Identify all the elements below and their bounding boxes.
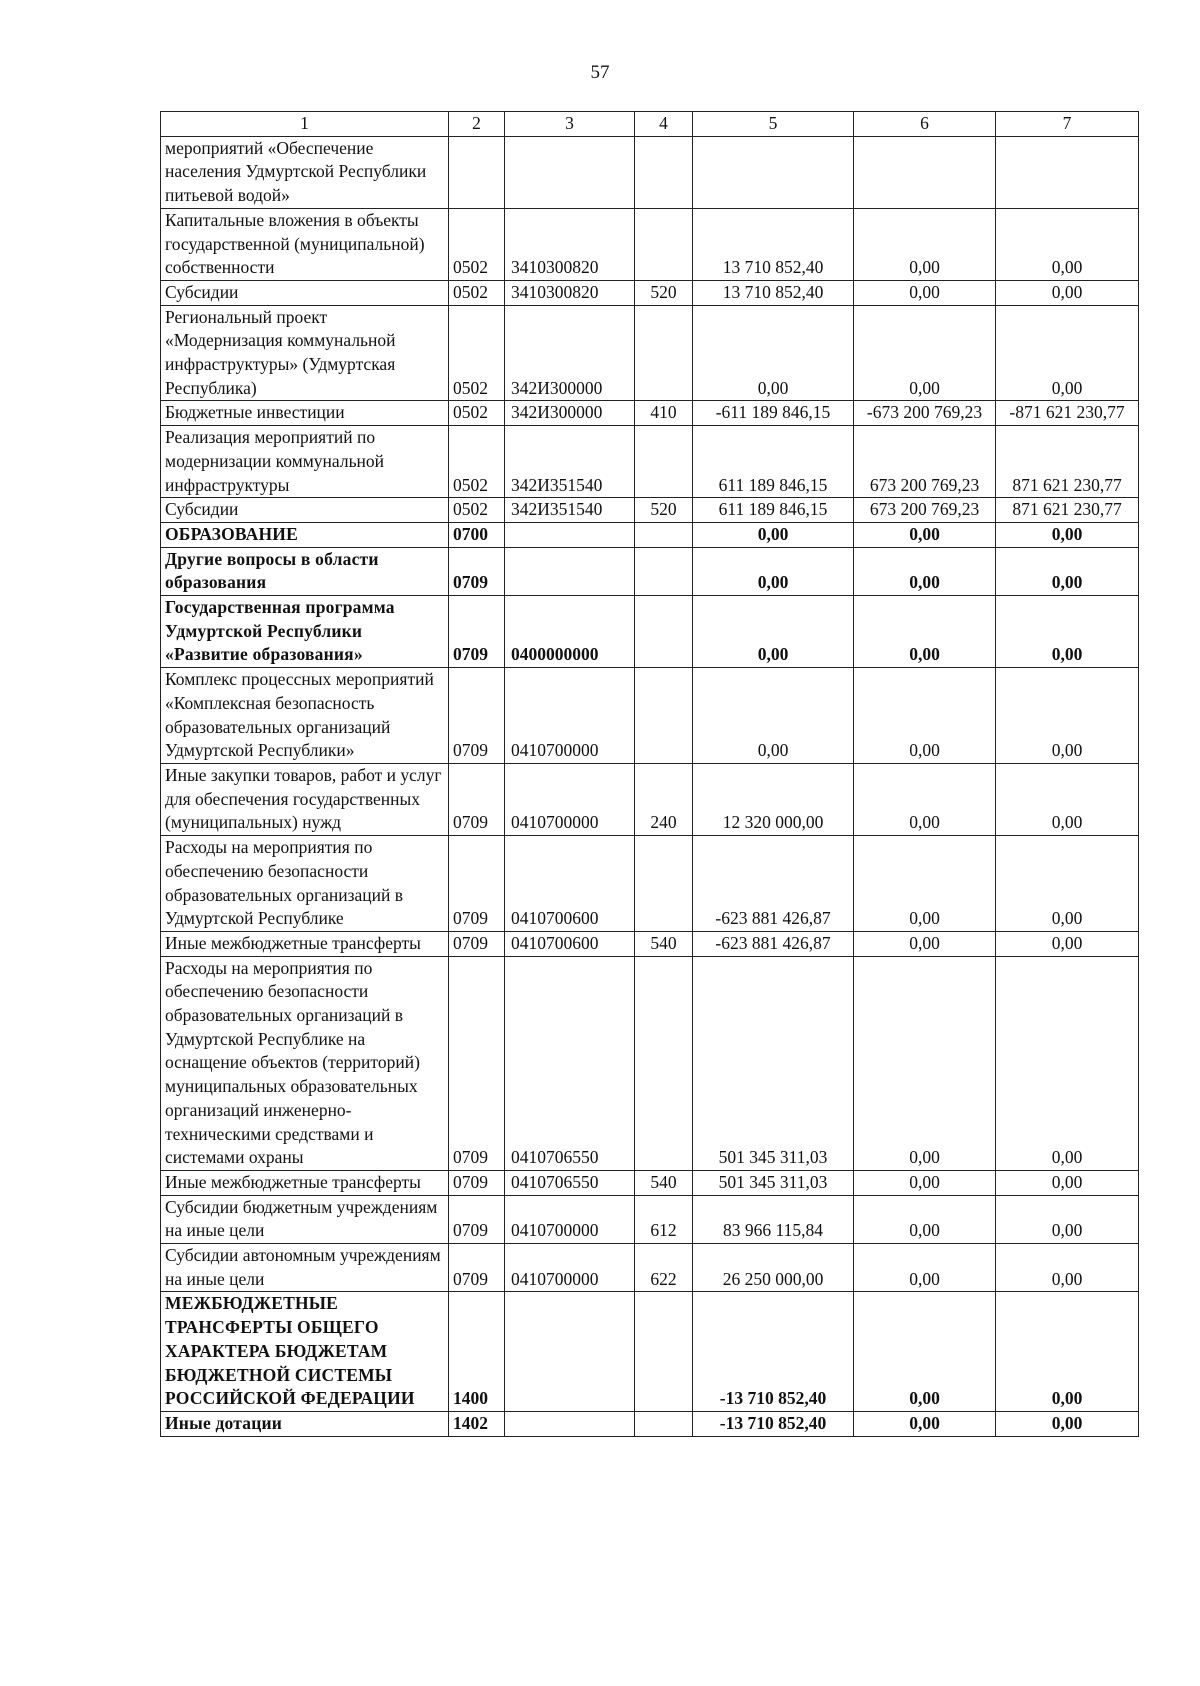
header-cell-5: 5 [693,112,854,137]
article-code-cell [505,136,635,208]
table-row [161,1411,1139,1436]
amount-col6-cell: 0,00 [854,1292,996,1412]
expense-type-cell: 540 [635,1170,693,1195]
expense-type-cell: 612 [635,1195,693,1243]
section-code-cell: 0700 [449,522,505,547]
table-row [161,1292,1139,1412]
table-row [161,836,1139,932]
table-row [161,426,1139,498]
amount-col7-cell: 0,00 [996,956,1139,1170]
amount-col6-cell: 0,00 [854,1195,996,1243]
expense-type-cell: 240 [635,763,693,835]
section-code-cell: 0709 [449,547,505,595]
amount-col5-cell [693,136,854,208]
header-cell-7: 7 [996,112,1139,137]
amount-col7-cell: 0,00 [996,1195,1139,1243]
section-code-cell: 0709 [449,1170,505,1195]
table-row [161,668,1139,764]
expense-type-cell [635,1411,693,1436]
table-row [161,596,1139,668]
expense-type-cell [635,547,693,595]
article-code-cell: 0410700600 [505,836,635,932]
expense-type-cell [635,426,693,498]
amount-col5-cell: 501 345 311,03 [693,956,854,1170]
article-code-cell: 342И351540 [505,426,635,498]
article-code-cell: 3410300820 [505,280,635,305]
section-code-cell: 0502 [449,208,505,280]
table-row [161,547,1139,595]
table-row [161,280,1139,305]
amount-col5-cell: 0,00 [693,305,854,401]
amount-col7-cell: 0,00 [996,1292,1139,1412]
amount-col5-cell: 0,00 [693,547,854,595]
amount-col6-cell: -673 200 769,23 [854,401,996,426]
expense-type-cell: 622 [635,1244,693,1292]
page-number: 57 [590,62,610,83]
section-code-cell: 0709 [449,668,505,764]
section-code-cell: 0709 [449,956,505,1170]
amount-col6-cell: 0,00 [854,931,996,956]
amount-col7-cell: 0,00 [996,596,1139,668]
row-name-cell: Капитальные вложения в объекты государственной (муниципальной) собственности [161,208,449,280]
row-name-cell: Комплекс процессных мероприятий «Комплексная безопасность образовательных организаций Удмуртской Республики» [161,668,449,764]
amount-col5-cell: 0,00 [693,596,854,668]
article-code-cell [505,1292,635,1412]
amount-col6-cell: 0,00 [854,1170,996,1195]
header-row [161,112,1139,137]
amount-col5-cell: -623 881 426,87 [693,836,854,932]
row-name-cell: Расходы на мероприятия по обеспечению безопасности образовательных организаций в Удмуртской Республике на оснащение объектов (территорий) муниципальных образовательных организаций инженерно-техническими средствами и системами охраны [161,956,449,1170]
section-code-cell: 0709 [449,836,505,932]
row-name-cell: Бюджетные инвестиции [161,401,449,426]
row-name-cell: Иные межбюджетные трансферты [161,931,449,956]
article-code-cell [505,522,635,547]
amount-col7-cell: 0,00 [996,836,1139,932]
amount-col5-cell: 0,00 [693,668,854,764]
amount-col7-cell: 0,00 [996,668,1139,764]
section-code-cell: 1402 [449,1411,505,1436]
header-cell-2: 2 [449,112,505,137]
amount-col5-cell: -13 710 852,40 [693,1411,854,1436]
amount-col5-cell: 611 189 846,15 [693,426,854,498]
amount-col7-cell: 0,00 [996,547,1139,595]
amount-col6-cell: 0,00 [854,547,996,595]
table-row [161,136,1139,208]
table-row [161,401,1139,426]
header-cell-3: 3 [505,112,635,137]
amount-col5-cell: 13 710 852,40 [693,280,854,305]
amount-col6-cell: 0,00 [854,522,996,547]
amount-col6-cell: 673 200 769,23 [854,498,996,523]
expense-type-cell [635,1292,693,1412]
table-row [161,931,1139,956]
row-name-cell: Государственная программа Удмуртской Республики «Развитие образования» [161,596,449,668]
amount-col6-cell: 0,00 [854,668,996,764]
article-code-cell: 0410706550 [505,956,635,1170]
row-name-cell: Иные закупки товаров, работ и услуг для обеспечения государственных (муниципальных) нужд [161,763,449,835]
amount-col7-cell: 0,00 [996,931,1139,956]
amount-col5-cell: 501 345 311,03 [693,1170,854,1195]
expense-type-cell: 540 [635,931,693,956]
row-name-cell: Другие вопросы в области образования [161,547,449,595]
section-code-cell: 0502 [449,401,505,426]
amount-col6-cell: 0,00 [854,836,996,932]
amount-col7-cell: 0,00 [996,280,1139,305]
amount-col7-cell: 871 621 230,77 [996,498,1139,523]
article-code-cell: 342И351540 [505,498,635,523]
table-body [161,136,1139,1436]
article-code-cell: 342И300000 [505,305,635,401]
table-row [161,1170,1139,1195]
amount-col5-cell: 12 320 000,00 [693,763,854,835]
expense-type-cell: 520 [635,280,693,305]
section-code-cell: 0502 [449,280,505,305]
article-code-cell: 0410700000 [505,763,635,835]
section-code-cell: 0709 [449,931,505,956]
amount-col6-cell: 0,00 [854,1244,996,1292]
amount-col7-cell: 0,00 [996,522,1139,547]
amount-col6-cell: 0,00 [854,956,996,1170]
article-code-cell: 3410300820 [505,208,635,280]
amount-col5-cell: -623 881 426,87 [693,931,854,956]
row-name-cell: МЕЖБЮДЖЕТНЫЕ ТРАНСФЕРТЫ ОБЩЕГО ХАРАКТЕРА БЮДЖЕТАМ БЮДЖЕТНОЙ СИСТЕМЫ РОССИЙСКОЙ ФЕДЕРАЦИИ [161,1292,449,1412]
row-name-cell: Реализация мероприятий по модернизации коммунальной инфраструктуры [161,426,449,498]
section-code-cell: 1400 [449,1292,505,1412]
amount-col6-cell: 0,00 [854,1411,996,1436]
table-row [161,956,1139,1170]
amount-col7-cell: -871 621 230,77 [996,401,1139,426]
budget-table [160,111,1139,1437]
article-code-cell: 0410706550 [505,1170,635,1195]
amount-col7-cell: 0,00 [996,1170,1139,1195]
article-code-cell [505,547,635,595]
article-code-cell: 0400000000 [505,596,635,668]
article-code-cell: 342И300000 [505,401,635,426]
section-code-cell: 0502 [449,305,505,401]
section-code-cell [449,136,505,208]
amount-col7-cell: 0,00 [996,305,1139,401]
amount-col6-cell: 0,00 [854,208,996,280]
row-name-cell: Иные дотации [161,1411,449,1436]
row-name-cell: мероприятий «Обеспечение населения Удмуртской Республики питьевой водой» [161,136,449,208]
section-code-cell: 0502 [449,426,505,498]
header-cell-1: 1 [161,112,449,137]
article-code-cell: 0410700000 [505,1195,635,1243]
section-code-cell: 0502 [449,498,505,523]
row-name-cell: ОБРАЗОВАНИЕ [161,522,449,547]
expense-type-cell [635,522,693,547]
expense-type-cell [635,596,693,668]
row-name-cell: Субсидии бюджетным учреждениям на иные цели [161,1195,449,1243]
expense-type-cell [635,305,693,401]
amount-col7-cell: 0,00 [996,1244,1139,1292]
amount-col5-cell: -13 710 852,40 [693,1292,854,1412]
article-code-cell [505,1411,635,1436]
amount-col7-cell: 0,00 [996,208,1139,280]
section-code-cell: 0709 [449,1244,505,1292]
section-code-cell: 0709 [449,1195,505,1243]
amount-col6-cell: 673 200 769,23 [854,426,996,498]
expense-type-cell [635,836,693,932]
table-row [161,763,1139,835]
row-name-cell: Субсидии автономным учреждениям на иные цели [161,1244,449,1292]
amount-col5-cell: 26 250 000,00 [693,1244,854,1292]
amount-col5-cell: 611 189 846,15 [693,498,854,523]
expense-type-cell [635,136,693,208]
table-row [161,498,1139,523]
amount-col7-cell [996,136,1139,208]
section-code-cell: 0709 [449,763,505,835]
row-name-cell: Субсидии [161,280,449,305]
header-cell-4: 4 [635,112,693,137]
article-code-cell: 0410700000 [505,668,635,764]
row-name-cell: Расходы на мероприятия по обеспечению безопасности образовательных организаций в Удмуртской Республике [161,836,449,932]
expense-type-cell: 520 [635,498,693,523]
amount-col5-cell: 13 710 852,40 [693,208,854,280]
row-name-cell: Региональный проект «Модернизация коммунальной инфраструктуры» (Удмуртская Республика) [161,305,449,401]
article-code-cell: 0410700600 [505,931,635,956]
table-row [161,522,1139,547]
amount-col5-cell: 83 966 115,84 [693,1195,854,1243]
table-row [161,1244,1139,1292]
header-cell-6: 6 [854,112,996,137]
expense-type-cell [635,208,693,280]
amount-col5-cell: -611 189 846,15 [693,401,854,426]
amount-col7-cell: 0,00 [996,1411,1139,1436]
row-name-cell: Иные межбюджетные трансферты [161,1170,449,1195]
article-code-cell: 0410700000 [505,1244,635,1292]
table-row [161,305,1139,401]
amount-col6-cell: 0,00 [854,305,996,401]
amount-col5-cell: 0,00 [693,522,854,547]
amount-col6-cell: 0,00 [854,280,996,305]
amount-col7-cell: 871 621 230,77 [996,426,1139,498]
table-row [161,208,1139,280]
expense-type-cell [635,668,693,764]
amount-col6-cell [854,136,996,208]
amount-col7-cell: 0,00 [996,763,1139,835]
section-code-cell: 0709 [449,596,505,668]
amount-col6-cell: 0,00 [854,596,996,668]
amount-col6-cell: 0,00 [854,763,996,835]
expense-type-cell [635,956,693,1170]
table-row [161,1195,1139,1243]
row-name-cell: Субсидии [161,498,449,523]
expense-type-cell: 410 [635,401,693,426]
